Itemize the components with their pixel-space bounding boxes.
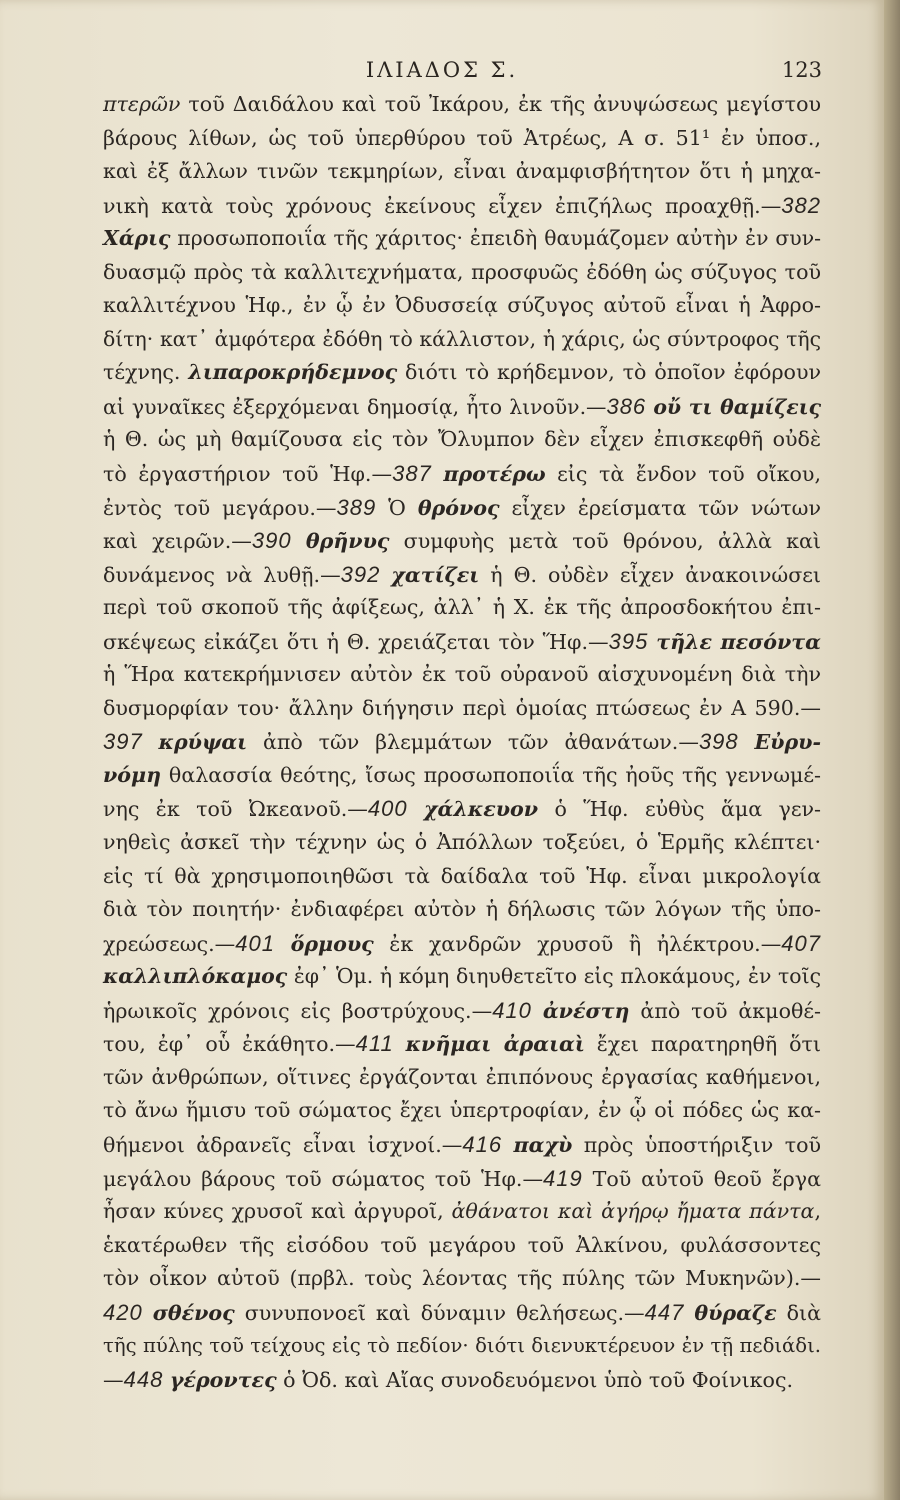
lemma-term: Εὐρυ- bbox=[754, 730, 821, 755]
lemma-term: λιπαροκρήδεμνος bbox=[188, 360, 398, 385]
text-segment: ἡ Ἥρα κατεκρήμνισεν αὐτὸν ἐκ τοῦ οὐρανοῦ αἰσχυνομένη διὰ τὴν bbox=[103, 662, 821, 687]
lemma-term: θρῆνυς bbox=[305, 529, 390, 554]
text-line bbox=[103, 792, 821, 826]
text-line bbox=[103, 692, 821, 726]
text-line bbox=[103, 591, 821, 625]
text-segment: ἡ Θ. ὡς μὴ θαμίζουσα εἰς τὸν Ὄλυμπον δὲν εἶχεν ἐπισκεφθῆ οὐδὲ bbox=[103, 427, 821, 452]
text-segment: προσωποποιΐα τῆς χάριτος· ἐπειδὴ θαυμάζομεν αὐτὴν ἐν συν- bbox=[170, 226, 821, 251]
verse-reference: 387 bbox=[392, 461, 432, 487]
text-segment: νηθεὶς ἀσκεῖ τὴν τέχνην ὡς ὁ Ἀπόλλων τοξεύει, ὁ Ἑρμῆς κλέπτει· bbox=[103, 830, 821, 855]
verse-reference: 395 bbox=[608, 628, 649, 654]
lemma-term: σθένος bbox=[152, 1300, 235, 1325]
verse-reference: 389 bbox=[336, 494, 377, 520]
text-line bbox=[103, 860, 821, 894]
text-segment: ἀθάνατοι καὶ ἀγήρῳ ἤματα πάντα bbox=[451, 1199, 815, 1224]
verse-reference: 416 bbox=[462, 1131, 503, 1157]
text-line bbox=[103, 457, 821, 491]
verse-reference: 411 bbox=[355, 1031, 394, 1057]
text-line bbox=[103, 1061, 821, 1095]
text-line bbox=[103, 88, 821, 122]
lemma-term: γέροντες bbox=[169, 1367, 277, 1392]
text-segment: σκέψεως εἰκάζει ὅτι ἡ Θ. χρειάζεται τὸν Ἥφ.— bbox=[103, 629, 609, 654]
text-line bbox=[103, 1329, 821, 1363]
text-segment: τῆς πύλης τοῦ τείχους εἰς τὸ πεδίον· διότι διενυκτέρευον ἐν τῇ πεδιάδι. bbox=[103, 1334, 821, 1358]
text-line bbox=[103, 1094, 821, 1128]
verse-reference: 419 bbox=[543, 1165, 583, 1191]
text-segment: εἰς τί θὰ χρησιμοποιηθῶσι τὰ δαίδαλα τοῦ Ἡφ. εἶναι μικρολογία bbox=[103, 863, 821, 888]
text-line bbox=[103, 256, 821, 290]
lemma-term: οὔ τι θαμίζεις bbox=[653, 394, 821, 419]
text-line bbox=[103, 423, 821, 457]
text-segment bbox=[292, 529, 306, 553]
text-segment: ἀπὸ τοῦ ἀκμοθέ- bbox=[629, 998, 821, 1023]
lemma-term: ἀνέστη bbox=[542, 998, 630, 1023]
lemma-term: παχὺ bbox=[513, 1132, 573, 1157]
text-line bbox=[103, 189, 821, 223]
text-line bbox=[103, 323, 821, 357]
verse-reference: 397 bbox=[103, 729, 143, 755]
lemma-term: κνῆμαι ἀραιαὶ bbox=[405, 1032, 585, 1057]
text-line bbox=[103, 122, 821, 156]
text-line bbox=[103, 1262, 821, 1296]
text-segment: ἦσαν κύνες χρυσοῖ καὶ ἀργυροῖ, bbox=[103, 1199, 452, 1224]
text-line bbox=[103, 725, 821, 759]
text-segment: τὸ ἄνω ἥμισυ τοῦ σώματος ἔχει ὑπερτροφίαν, ἐν ᾧ οἱ πόδες ὡς κα- bbox=[103, 1098, 821, 1123]
text-segment bbox=[532, 999, 543, 1023]
text-segment: πρὸς ὑποστήριξιν τοῦ bbox=[572, 1132, 822, 1157]
text-segment: δυασμῷ πρὸς τὰ καλλιτεχνήματα, προσφυῶς ἐδόθη ὡς σύζυγος τοῦ bbox=[103, 259, 821, 284]
text-segment: Ὁ bbox=[376, 495, 418, 520]
verse-reference: 447 bbox=[644, 1299, 685, 1325]
verse-reference: 382 bbox=[781, 192, 821, 218]
text-segment bbox=[143, 730, 159, 754]
page-number: 123 bbox=[781, 58, 822, 82]
text-segment: θαλασσία θεότης, ἴσως προσωποποιΐα τῆς ἠοῦς τῆς γεννωμέ- bbox=[161, 762, 821, 787]
text-segment: εἰς τὰ ἔνδον τοῦ οἴκου, bbox=[545, 462, 821, 487]
text-segment: τῶν ἀνθρώπων, οἵτινες ἐργάζονται ἐπιπόνους ἐργασίας καθήμενοι, bbox=[103, 1064, 821, 1089]
text-line bbox=[103, 994, 821, 1028]
lemma-term: καλλιπλόκαμος bbox=[103, 964, 288, 989]
text-line bbox=[103, 625, 821, 659]
text-line bbox=[103, 491, 821, 525]
text-segment: καὶ χειρῶν.— bbox=[103, 529, 252, 554]
page-header bbox=[0, 58, 884, 92]
text-line bbox=[103, 1027, 821, 1061]
text-segment: ἡ Θ. οὐδὲν εἶχεν ἀνακοινώσει bbox=[479, 562, 821, 587]
text-segment: τὸν οἶκον αὐτοῦ (πρβλ. τοὺς λέοντας τῆς πύλης τῶν Μυκηνῶν).— bbox=[103, 1266, 821, 1291]
text-segment: ἐντὸς τοῦ μεγάρου.— bbox=[103, 495, 337, 520]
text-line bbox=[103, 356, 821, 390]
verse-reference: 400 bbox=[367, 796, 408, 822]
verse-reference: 386 bbox=[606, 393, 647, 419]
text-segment: ἔχει παρατηρηθῆ ὅτι bbox=[584, 1032, 821, 1057]
text-line bbox=[103, 1363, 821, 1397]
text-segment bbox=[380, 563, 391, 587]
lemma-term: νόμη bbox=[103, 762, 162, 787]
text-segment: , bbox=[814, 1199, 821, 1224]
verse-reference: 410 bbox=[492, 997, 532, 1023]
text-segment: τοῦ Δαιδάλου καὶ τοῦ Ἰκάρου, ἐκ τῆς ἀνυψώσεως μεγίστου bbox=[180, 92, 821, 116]
text-segment: ἐφ᾽ Ὁμ. ἡ κόμη διηυθετεῖτο εἰς πλοκάμους, ἐν τοῖς bbox=[287, 964, 821, 989]
lemma-term: ὅρμους bbox=[290, 931, 374, 956]
verse-reference: 420 bbox=[103, 1299, 143, 1325]
running-title: ΙΛΙΑΔΟΣ Σ. bbox=[365, 58, 519, 82]
text-line bbox=[103, 1229, 821, 1263]
text-line bbox=[103, 759, 821, 793]
text-segment bbox=[394, 1032, 406, 1056]
lemma-term: τῆλε πεσόντα bbox=[656, 629, 822, 654]
text-segment: χρεώσεως.— bbox=[103, 931, 236, 956]
text-segment: δίτη· κατ᾽ ἀμφότερα ἐδόθη τὸ κάλλιστον, ἡ χάρις, ὡς σύντροφος τῆς bbox=[103, 326, 821, 351]
text-segment: συμφυὴς μετὰ τοῦ θρόνου, ἀλλὰ καὶ bbox=[389, 529, 822, 554]
text-segment: τὸ ἐργαστήριον τοῦ Ἡφ.— bbox=[103, 462, 393, 487]
text-line bbox=[103, 658, 821, 692]
text-segment: καλλιτέχνου Ἡφ., ἐν ᾧ ἐν Ὀδυσσείᾳ σύζυγος αὐτοῦ εἶναι ἡ Ἀφρο- bbox=[103, 293, 821, 318]
text-segment: νης ἐκ τοῦ Ὠκεανοῦ.— bbox=[103, 797, 368, 822]
verse-reference: 407 bbox=[781, 930, 822, 956]
text-segment: ἑκατέρωθεν τῆς εἰσόδου τοῦ μεγάρου τοῦ Ἀλκίνου, φυλάσσοντες bbox=[103, 1232, 821, 1257]
text-segment: ὁ Ὀδ. καὶ Αἴας συνοδευόμενοι ὑπὸ τοῦ Φοίνικος. bbox=[276, 1367, 794, 1392]
text-segment: Τοῦ αὐτοῦ θεοῦ ἔργα bbox=[582, 1166, 821, 1191]
verse-reference: 401 bbox=[235, 930, 275, 956]
text-segment: περὶ τοῦ σκοποῦ τῆς ἀφίξεως, ἀλλ᾽ ἡ Χ. ἐκ τῆς ἀπροσδοκήτου ἐπι- bbox=[103, 595, 821, 620]
text-segment: νικὴ κατὰ τοὺς χρόνους ἐκείνους εἶχεν ἐπιζήλως προαχθῇ.— bbox=[103, 193, 782, 218]
text-segment: ὁ Ἥφ. εὐθὺς ἅμα γεν- bbox=[538, 797, 822, 822]
lemma-term: χατίζει bbox=[391, 562, 480, 587]
text-segment: του, ἐφ᾽ οὗ ἐκάθητο.— bbox=[103, 1032, 356, 1057]
text-segment: εἶχεν ἐρείσματα τῶν νώτων bbox=[499, 495, 821, 520]
text-segment: δυσμορφίαν του· ἄλλην διήγησιν περὶ ὁμοίας πτώσεως ἐν Α 590.— bbox=[103, 695, 821, 720]
lemma-term: προτέρω bbox=[443, 462, 546, 487]
lemma-term: κρύψαι bbox=[158, 730, 248, 755]
text-line bbox=[103, 289, 821, 323]
text-segment: αἱ γυναῖκες ἐξερχόμεναι δημοσίᾳ, ἦτο λινοῦν.— bbox=[103, 394, 607, 419]
lemma-term: θρόνος bbox=[417, 495, 500, 520]
page-edge bbox=[884, 0, 900, 1500]
text-segment bbox=[275, 932, 291, 956]
text-segment: ἐκ χανδρῶν χρυσοῦ ἢ ἠλέκτρου.— bbox=[373, 931, 782, 956]
text-line bbox=[103, 893, 821, 927]
text-segment: τέχνης. bbox=[103, 360, 189, 385]
text-line bbox=[103, 390, 821, 424]
text-segment: μεγάλου βάρους τοῦ σώματος τοῦ Ἡφ.— bbox=[103, 1166, 544, 1191]
text-segment bbox=[502, 1133, 513, 1157]
text-segment: καὶ ἐξ ἄλλων τινῶν τεκμηρίων, εἶναι ἀναμφισβήτητον ὅτι ἡ μηχα- bbox=[103, 159, 821, 184]
text-segment: ἀπὸ τῶν βλεμμάτων τῶν ἀθανάτων.— bbox=[247, 730, 699, 755]
text-segment: — bbox=[103, 1367, 124, 1392]
commentary-text bbox=[103, 88, 821, 1396]
text-line bbox=[103, 1195, 821, 1229]
text-segment: θήμενοι ἀδρανεῖς εἶναι ἰσχνοί.— bbox=[103, 1132, 463, 1157]
text-segment: βάρους λίθων, ὡς τοῦ ὑπερθύρου τοῦ Ἀτρέως, Α σ. 51¹ ἐν ὑποσ., bbox=[103, 125, 821, 150]
text-line bbox=[103, 524, 821, 558]
text-line bbox=[103, 558, 821, 592]
text-segment: πτερῶν bbox=[103, 92, 181, 116]
verse-reference: 448 bbox=[123, 1366, 164, 1392]
text-segment: διότι τὸ κρήδεμνον, τὸ ὁποῖον ἐφόρουν bbox=[397, 360, 821, 385]
text-segment: ἡρωικοῖς χρόνοις εἰς βοστρύχους.— bbox=[103, 998, 493, 1023]
text-segment bbox=[739, 730, 755, 754]
lemma-term: θύραζε bbox=[694, 1300, 777, 1325]
text-line bbox=[103, 927, 821, 961]
verse-reference: 398 bbox=[698, 729, 739, 755]
text-segment bbox=[432, 462, 444, 486]
text-segment bbox=[684, 1301, 694, 1325]
text-line bbox=[103, 1296, 821, 1330]
text-line bbox=[103, 1162, 821, 1196]
text-segment: δυνάμενος νὰ λυθῇ.— bbox=[103, 562, 341, 587]
text-line bbox=[103, 222, 821, 256]
text-segment: διὰ τὸν ποιητήν· ἐνδιαφέρει αὐτὸν ἡ δήλωσις τῶν λόγων τῆς ὑπο- bbox=[103, 897, 821, 922]
text-segment bbox=[408, 797, 424, 821]
text-line bbox=[103, 826, 821, 860]
text-segment bbox=[143, 1301, 153, 1325]
text-line bbox=[103, 960, 821, 994]
verse-reference: 392 bbox=[340, 561, 381, 587]
lemma-term: Χάρις bbox=[103, 226, 171, 251]
lemma-term: χάλκευον bbox=[423, 797, 539, 822]
text-segment: διὰ bbox=[776, 1300, 822, 1325]
verse-reference: 390 bbox=[251, 528, 292, 554]
text-segment: συνυπονοεῖ καὶ δύναμιν θελήσεως.— bbox=[234, 1300, 645, 1325]
text-line bbox=[103, 1128, 821, 1162]
text-line bbox=[103, 155, 821, 189]
